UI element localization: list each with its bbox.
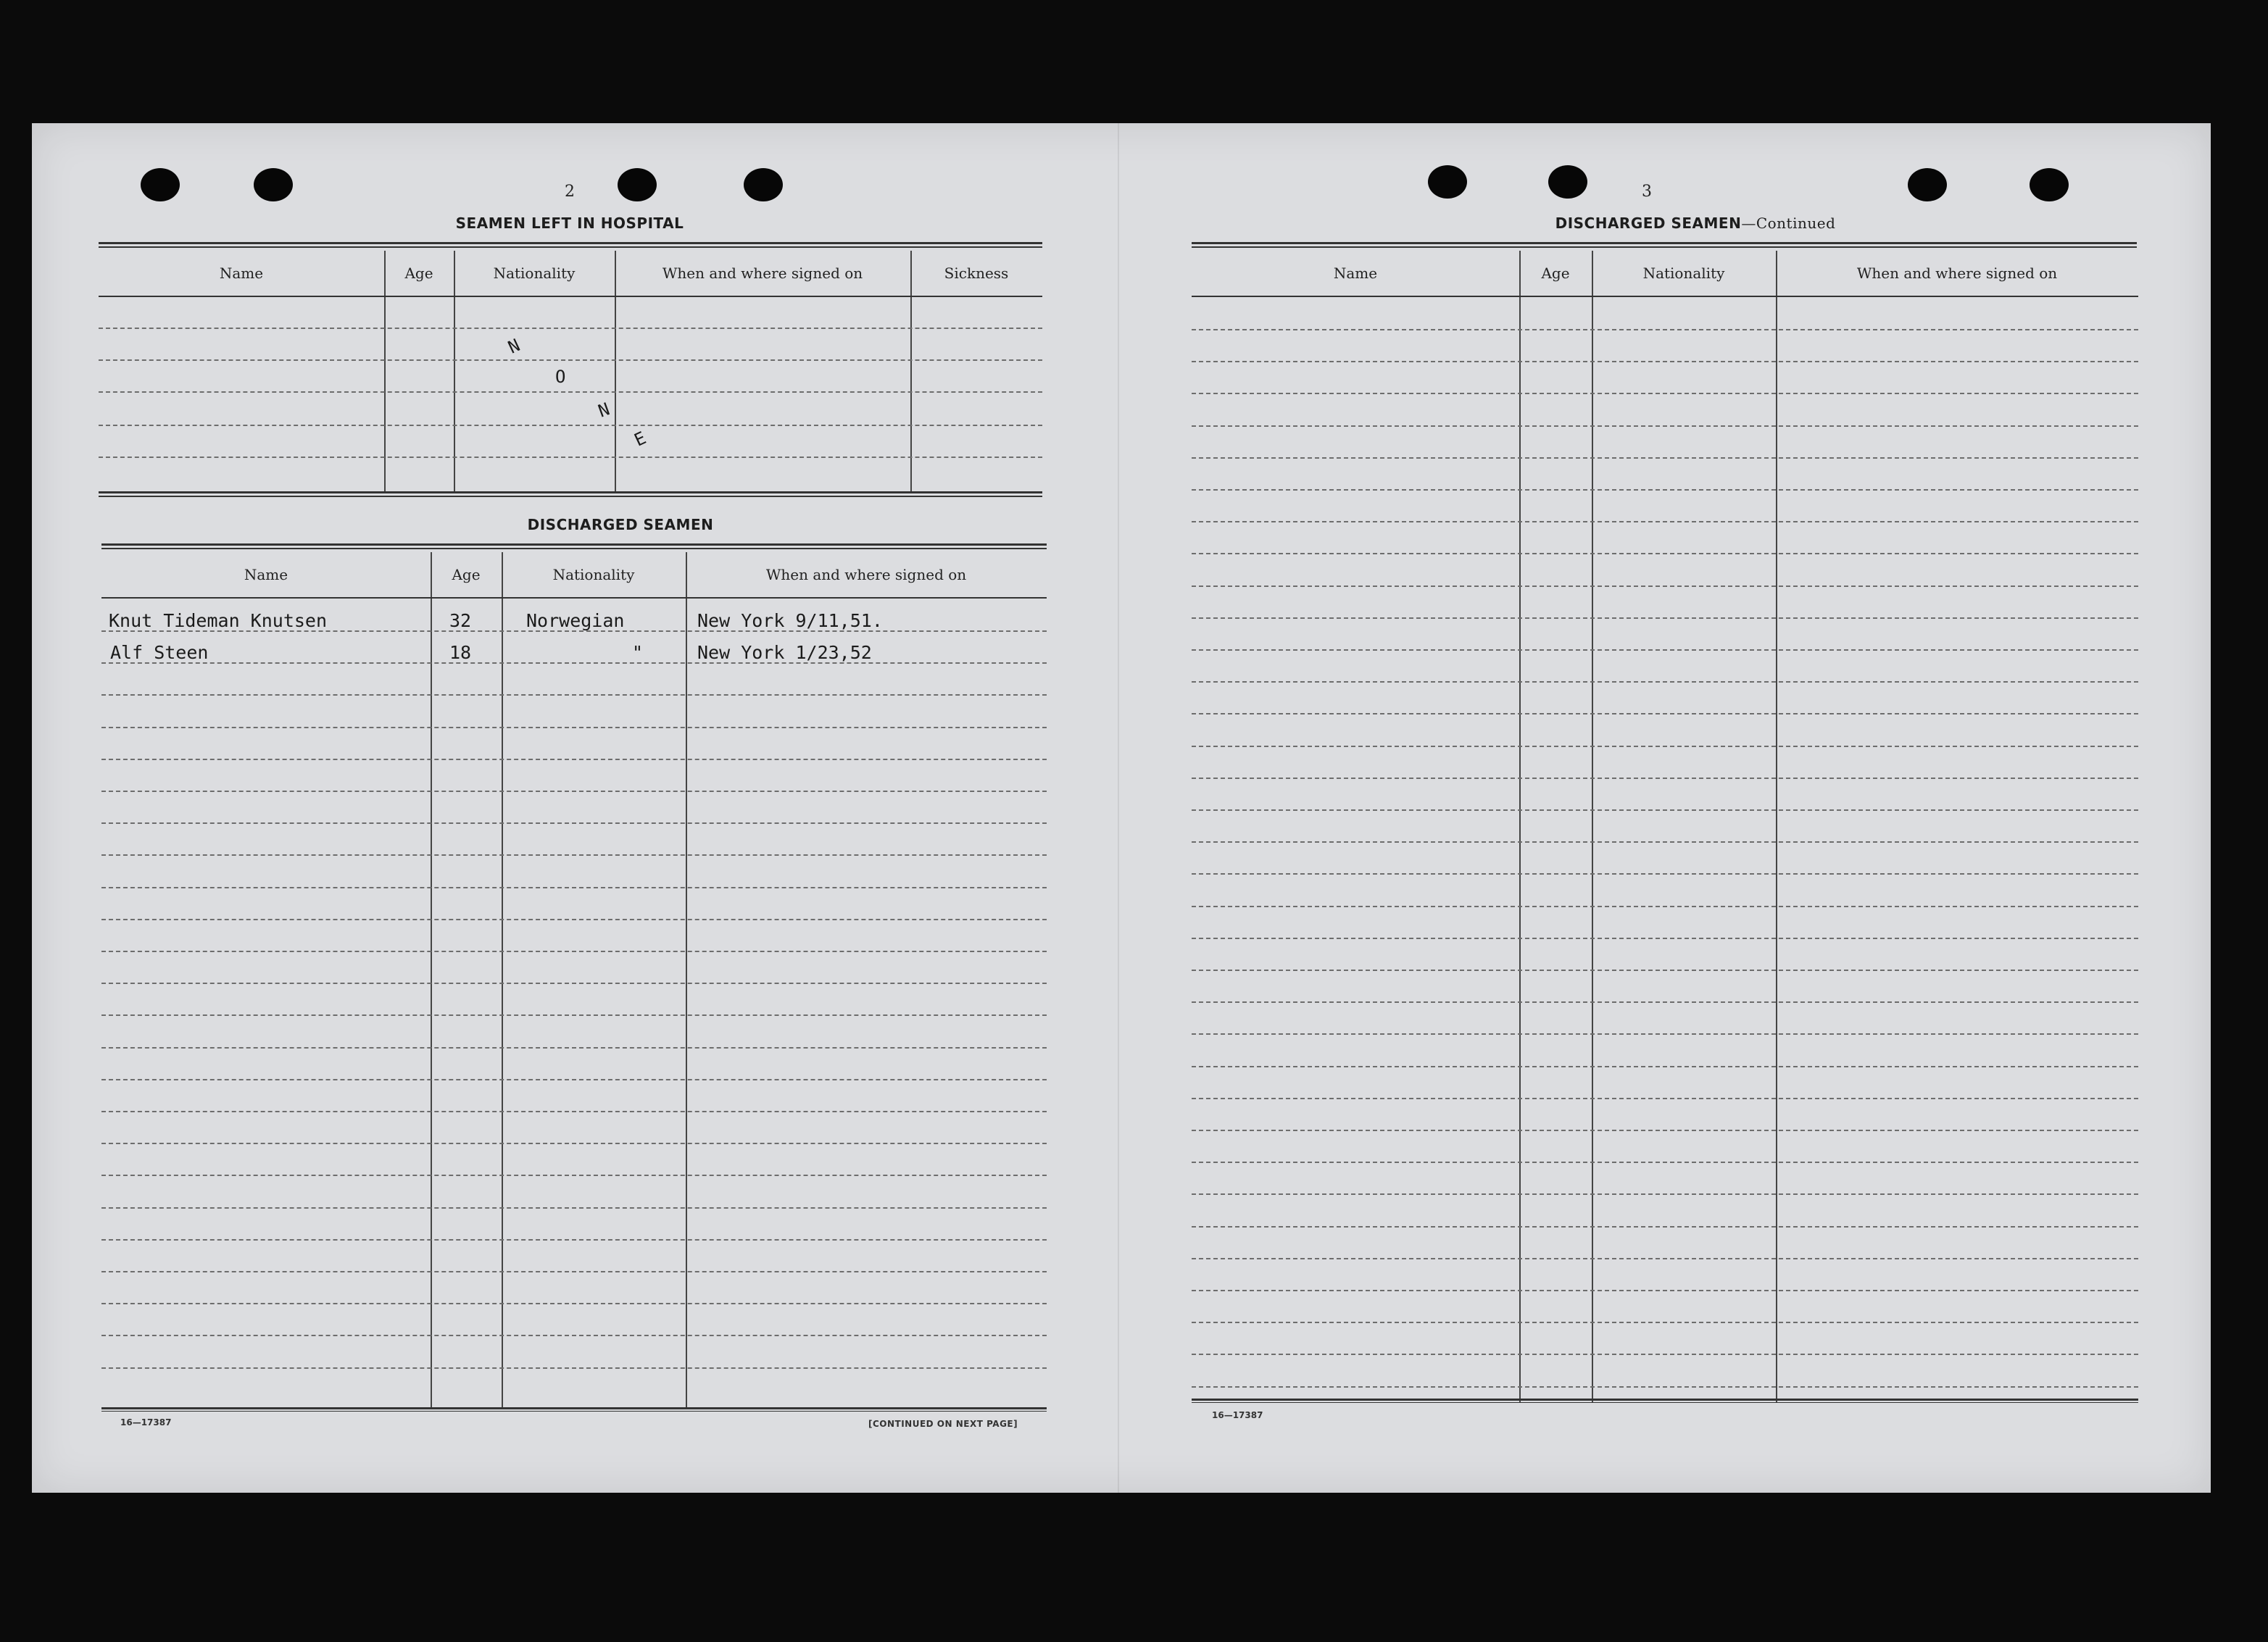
table-row <box>101 791 1047 792</box>
table-row <box>1192 1193 2138 1195</box>
table-row <box>101 1271 1047 1272</box>
table-row <box>1192 361 2138 362</box>
table-row <box>101 983 1047 984</box>
table-row <box>1192 970 2138 971</box>
punch-hole <box>1548 165 1587 199</box>
discharged-continued-title <box>1192 214 2199 232</box>
table-row <box>1192 425 2138 427</box>
table-row <box>1192 1386 2138 1388</box>
hospital-header-age: Age <box>404 264 433 282</box>
hospital-top-rule <box>99 242 1042 248</box>
table-row <box>101 1207 1047 1209</box>
table-row <box>1192 1033 2138 1035</box>
seaman-name: Knut Tideman Knutsen <box>109 610 328 631</box>
hospital-section-title: SEAMEN LEFT IN HOSPITAL <box>455 214 684 232</box>
column-divider <box>686 552 687 1407</box>
hospital-header-sickness: Sickness <box>944 264 1009 282</box>
none-stamp-letter: N <box>504 335 523 358</box>
column-divider <box>615 251 616 491</box>
column-divider <box>454 251 455 491</box>
table-row <box>101 919 1047 920</box>
punch-hole <box>1908 168 1947 201</box>
hospital-header-name: Name <box>219 264 264 282</box>
table-row <box>101 694 1047 696</box>
right-header-name: Name <box>1333 264 1378 282</box>
right-header-age: Age <box>1541 264 1570 282</box>
table-row <box>101 727 1047 728</box>
none-stamp-letter: E <box>631 428 649 451</box>
punch-hole <box>744 168 783 201</box>
discharged-header-nationality: Nationality <box>552 566 635 583</box>
discharged-section-title: DISCHARGED SEAMEN <box>527 516 714 533</box>
header-underline <box>101 597 1047 599</box>
table-row <box>99 457 1042 458</box>
table-row <box>101 1239 1047 1241</box>
discharged-header-name: Name <box>244 566 288 583</box>
table-row <box>101 1303 1047 1304</box>
table-row <box>1192 713 2138 714</box>
table-row <box>101 951 1047 952</box>
table-row <box>1192 457 2138 459</box>
hospital-header-signed-on: When and where signed on <box>662 264 863 282</box>
seaman-signed-on: New York 1/23,52 <box>697 642 872 663</box>
hospital-header-nationality: Nationality <box>493 264 576 282</box>
table-row <box>1192 938 2138 939</box>
form-number-right: 16—17387 <box>1212 1410 1263 1420</box>
table-row <box>101 1047 1047 1049</box>
header-underline <box>99 296 1042 297</box>
discharged-bottom-rule <box>101 1407 1047 1412</box>
table-row <box>101 1335 1047 1336</box>
table-row <box>1192 1098 2138 1099</box>
table-row <box>99 425 1042 426</box>
table-row <box>1192 1130 2138 1131</box>
table-row <box>1192 841 2138 843</box>
table-row <box>1192 553 2138 554</box>
seaman-signed-on: New York 9/11,51. <box>697 610 883 631</box>
table-row <box>1192 489 2138 491</box>
column-divider <box>1519 251 1521 1403</box>
column-divider <box>1592 251 1593 1403</box>
table-row <box>1192 393 2138 394</box>
hospital-table <box>99 251 1042 488</box>
table-row <box>1192 1322 2138 1323</box>
table-row <box>1192 809 2138 811</box>
column-divider <box>1776 251 1777 1403</box>
table-row <box>1192 1290 2138 1291</box>
table-row <box>101 1143 1047 1144</box>
table-row <box>99 391 1042 393</box>
table-row <box>1192 746 2138 747</box>
table-row <box>101 1175 1047 1176</box>
table-row <box>101 1014 1047 1016</box>
punch-hole <box>254 168 293 201</box>
table-row <box>1192 521 2138 522</box>
table-row <box>101 1111 1047 1112</box>
right-top-rule <box>1192 242 2137 248</box>
table-row <box>1192 681 2138 683</box>
none-stamp-letter: N <box>595 399 612 422</box>
page-number-right: 3 <box>1642 183 1652 201</box>
hospital-bottom-rule <box>99 491 1042 497</box>
table-row <box>99 328 1042 329</box>
right-bottom-rule <box>1192 1399 2138 1403</box>
table-row <box>1192 1001 2138 1003</box>
punch-hole <box>618 168 657 201</box>
punch-hole <box>1428 165 1467 199</box>
continued-suffix: —Continued <box>1741 214 1836 232</box>
column-divider <box>384 251 386 491</box>
table-row <box>101 662 1047 664</box>
seaman-age: 32 <box>449 610 472 631</box>
discharged-header-age: Age <box>452 566 481 583</box>
punch-hole <box>141 168 180 201</box>
table-row <box>101 1079 1047 1080</box>
table-row <box>1192 649 2138 651</box>
punch-hole <box>2030 168 2069 201</box>
none-stamp-letter: O <box>555 367 566 387</box>
table-row <box>1192 329 2138 330</box>
table-row <box>1192 873 2138 875</box>
table-row <box>1192 778 2138 779</box>
discharged-table <box>101 552 1047 1407</box>
right-header-nationality: Nationality <box>1642 264 1725 282</box>
seaman-nationality: Norwegian <box>526 610 625 631</box>
table-row <box>101 759 1047 760</box>
table-row <box>1192 617 2138 619</box>
form-number-left: 16—17387 <box>120 1417 172 1428</box>
discharged-top-rule <box>101 543 1047 549</box>
table-row <box>1192 1258 2138 1259</box>
discharged-header-signed-on: When and where signed on <box>765 566 967 583</box>
discharged-continued-table <box>1192 251 2138 1407</box>
table-row <box>101 1367 1047 1369</box>
table-row <box>1192 1226 2138 1228</box>
table-row <box>101 854 1047 856</box>
column-divider <box>910 251 912 491</box>
page-fold <box>1118 123 1119 1493</box>
table-row <box>101 822 1047 824</box>
seaman-nationality: " <box>632 642 644 663</box>
table-row <box>101 887 1047 888</box>
column-divider <box>502 552 503 1407</box>
table-row <box>1192 906 2138 907</box>
discharged-continued-title-main: DISCHARGED SEAMEN <box>1555 214 1742 232</box>
page-number-left: 2 <box>565 183 575 201</box>
column-divider <box>431 552 432 1407</box>
table-row <box>1192 1066 2138 1067</box>
table-row <box>1192 1354 2138 1355</box>
seaman-age: 18 <box>449 642 472 663</box>
seaman-name: Alf Steen <box>110 642 209 663</box>
table-row <box>99 359 1042 361</box>
header-underline <box>1192 296 2138 297</box>
document-sheet <box>32 123 2211 1493</box>
continued-note: [CONTINUED ON NEXT PAGE] <box>868 1419 1018 1429</box>
table-row <box>1192 1162 2138 1163</box>
right-header-signed-on: When and where signed on <box>1856 264 2058 282</box>
table-row <box>1192 585 2138 587</box>
